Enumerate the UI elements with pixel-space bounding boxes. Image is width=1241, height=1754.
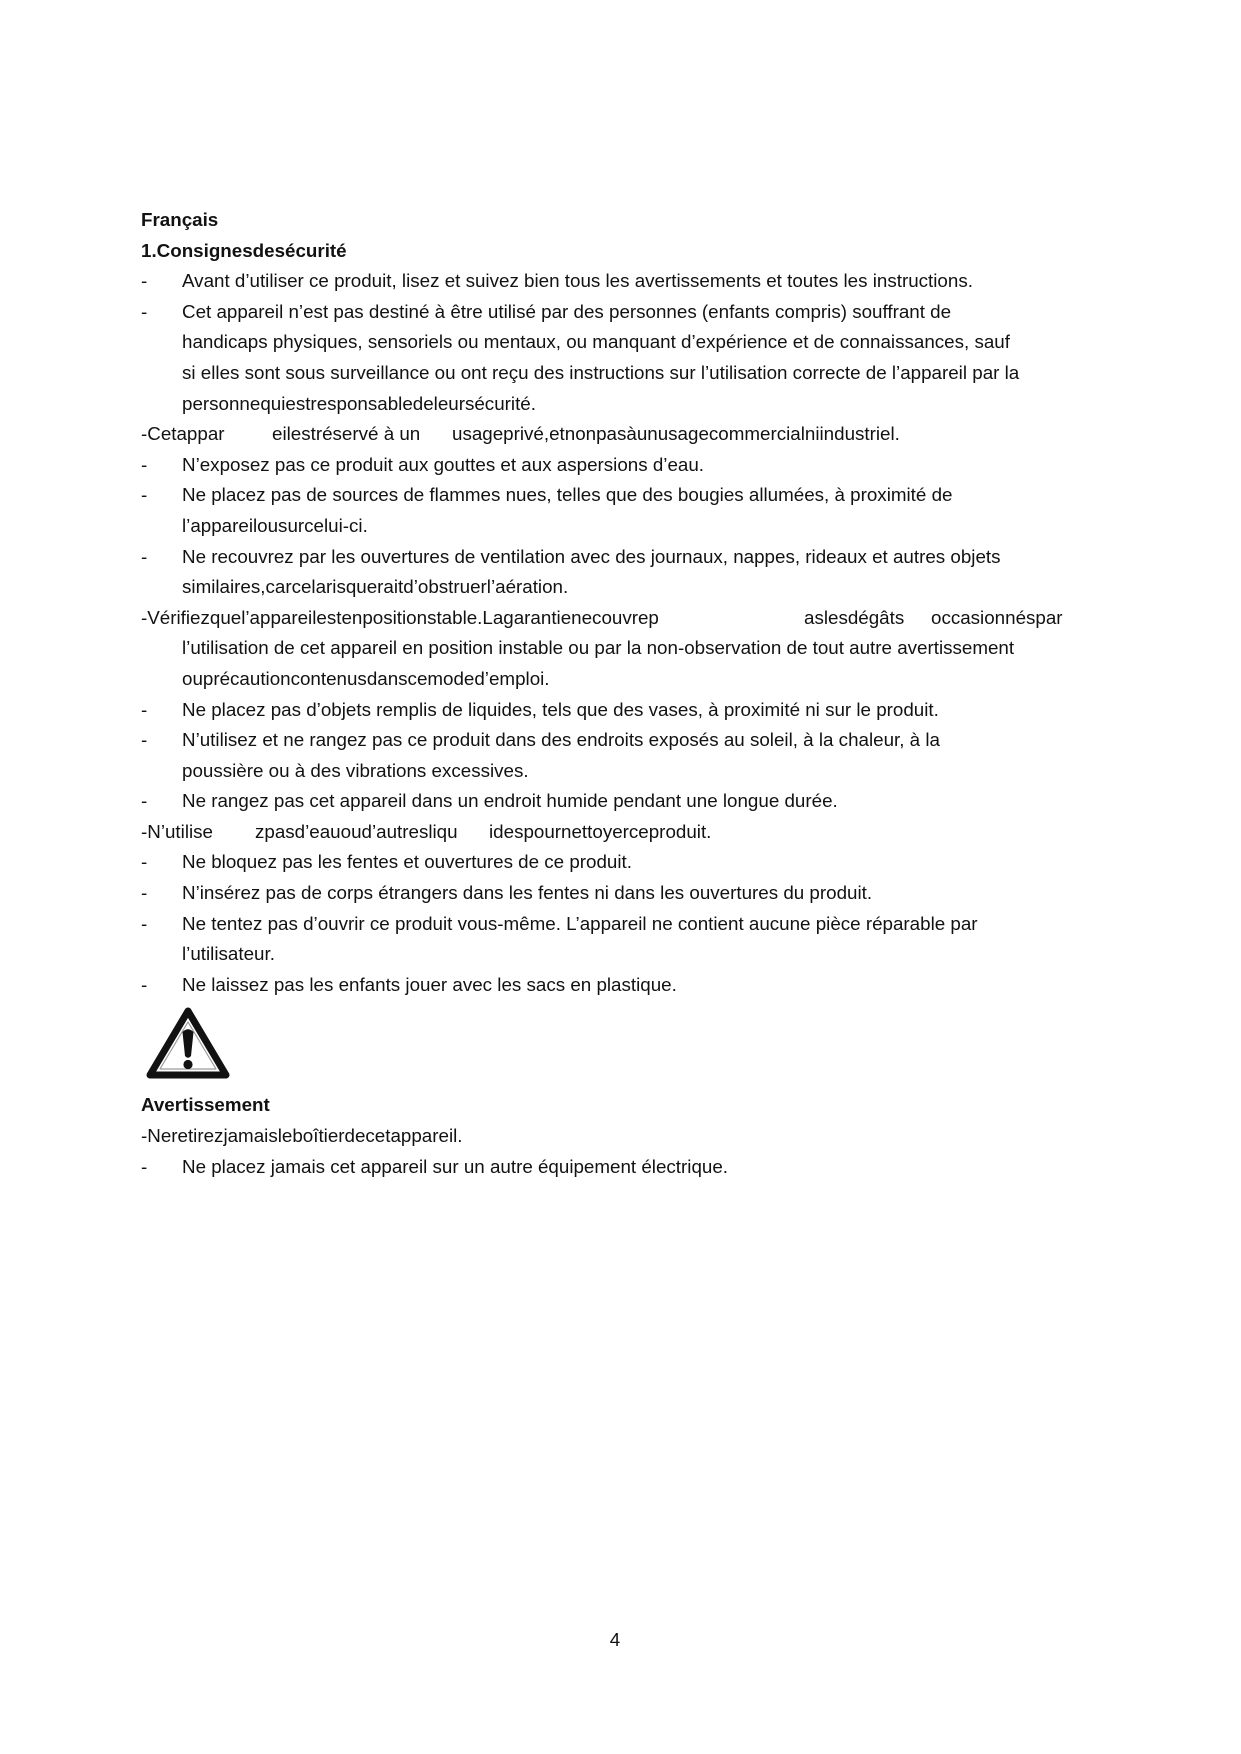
instruction-line-continued <box>141 358 1201 389</box>
bullet-dash: - <box>141 912 148 934</box>
instruction-line <box>141 450 1201 481</box>
instruction-line-segmented <box>141 603 1201 634</box>
instruction-text: l’utilisateur. <box>182 943 275 965</box>
instruction-text: Ne tentez pas d’ouvrir ce produit vous-même. L’appareil ne contient aucune pièce réparable par <box>182 912 978 934</box>
instruction-text: poussière ou à des vibrations excessives. <box>182 759 529 781</box>
instruction-segment: occasionnéspar <box>931 606 1063 628</box>
instruction-segment: aslesdégâts <box>804 606 905 628</box>
bullet-dash: - <box>141 729 148 751</box>
instruction-segment: idespournettoyerceproduit. <box>489 820 712 842</box>
page-number: 4 <box>609 1629 621 1650</box>
instruction-line-continued <box>141 633 1201 664</box>
instruction-segment: -N’utilise <box>141 820 214 842</box>
instruction-text: N’exposez pas ce produit aux gouttes et aux aspersions d’eau. <box>182 453 705 475</box>
bullet-dash: - <box>141 790 148 812</box>
instruction-segment: -Vérifiezquel’appareilestenpositionstable.Lagarantienecouvrep <box>141 606 659 628</box>
instruction-line <box>141 480 1201 511</box>
instruction-text: Cet appareil n’est pas destiné à être utilisé par des personnes (enfants compris) souffrant de <box>182 300 952 322</box>
instruction-text: ouprécautioncontenusdanscemoded’emploi. <box>182 667 550 689</box>
page-content <box>141 205 1201 1182</box>
warning-title: Avertissement <box>141 1094 270 1116</box>
instruction-line-continued <box>141 511 1201 542</box>
instruction-text: Ne laissez pas les enfants jouer avec les sacs en plastique. <box>182 973 677 995</box>
instruction-line <box>141 266 1201 297</box>
instruction-text: handicaps physiques, sensoriels ou mentaux, ou manquant d’expérience et de connaissances, sauf <box>182 331 1010 353</box>
instruction-text: N’utilisez et ne rangez pas ce produit dans des endroits exposés au soleil, à la chaleur, à la <box>182 729 940 751</box>
bullet-dash: - <box>141 453 148 475</box>
instruction-text: Ne rangez pas cet appareil dans un endroit humide pendant une longue durée. <box>182 790 838 812</box>
instruction-line-segmented <box>141 419 1201 450</box>
instruction-segment: eilestréservé à un <box>272 423 421 445</box>
bullet-dash: - <box>141 484 148 506</box>
instruction-line <box>141 909 1201 940</box>
bullet-dash: - <box>141 1155 148 1177</box>
instruction-line <box>141 542 1201 573</box>
warning-text: Ne placez jamais cet appareil sur un autre équipement électrique. <box>182 1155 729 1177</box>
instruction-text: similaires,carcelarisqueraitd’obstruerl’aération. <box>182 576 569 598</box>
instruction-text: Ne placez pas de sources de flammes nues, telles que des bougies allumées, à proximité de <box>182 484 953 506</box>
instruction-line-continued <box>141 664 1201 695</box>
bullet-dash: - <box>141 851 148 873</box>
warning-line-segmented <box>141 1121 1201 1152</box>
instruction-line <box>141 297 1201 328</box>
bullet-dash: - <box>141 973 148 995</box>
language-heading: Français <box>141 209 219 230</box>
warning-icon-block <box>141 1000 1201 1090</box>
bullet-dash: - <box>141 270 148 292</box>
warning-line <box>141 1152 1201 1183</box>
instruction-text: l’appareilousurcelui-ci. <box>182 514 368 536</box>
warning-triangle-icon <box>145 1005 231 1081</box>
bullet-dash: - <box>141 882 148 904</box>
instruction-line-continued <box>141 939 1201 970</box>
instruction-segment: -Cetappar <box>141 423 225 445</box>
instruction-segment: usageprivé,etnonpasàunusagecommercialniindustriel. <box>452 423 900 445</box>
bullet-dash: - <box>141 698 148 720</box>
bullet-dash: - <box>141 545 148 567</box>
instruction-text: si elles sont sous surveillance ou ont reçu des instructions sur l’utilisation correcte de l’appareil par la <box>182 361 1020 383</box>
instruction-line-continued <box>141 572 1201 603</box>
instruction-text: l’utilisation de cet appareil en position instable ou par la non-observation de tout autre avertissement <box>182 637 1015 659</box>
instruction-line <box>141 847 1201 878</box>
instruction-line <box>141 725 1201 756</box>
instruction-text: Ne placez pas d’objets remplis de liquides, tels que des vases, à proximité ni sur le produit. <box>182 698 939 720</box>
instruction-line <box>141 786 1201 817</box>
section-title: 1.Consignesdesécurité <box>141 239 347 261</box>
instruction-text: personnequiestresponsabledeleursécurité. <box>182 392 536 414</box>
instruction-line <box>141 878 1201 909</box>
instruction-line-continued <box>141 389 1201 420</box>
bullet-dash: - <box>141 300 148 322</box>
instruction-text: Ne recouvrez par les ouvertures de ventilation avec des journaux, nappes, rideaux et autres objets <box>182 545 1001 567</box>
instruction-line-segmented <box>141 817 1201 848</box>
instruction-text: Ne bloquez pas les fentes et ouvertures de ce produit. <box>182 851 632 873</box>
instruction-line <box>141 970 1201 1001</box>
instruction-text: Avant d’utiliser ce produit, lisez et suivez bien tous les avertissements et toutes les instructions. <box>182 270 973 292</box>
instruction-line <box>141 695 1201 726</box>
warning-segment: -Neretirezjamaisleboîtierdecetappareil. <box>141 1125 463 1147</box>
instruction-segment: zpasd’eauoud’autresliqu <box>255 820 458 842</box>
instruction-line-continued <box>141 756 1201 787</box>
instruction-text: N’insérez pas de corps étrangers dans les fentes ni dans les ouvertures du produit. <box>182 882 873 904</box>
instruction-line-continued <box>141 327 1201 358</box>
